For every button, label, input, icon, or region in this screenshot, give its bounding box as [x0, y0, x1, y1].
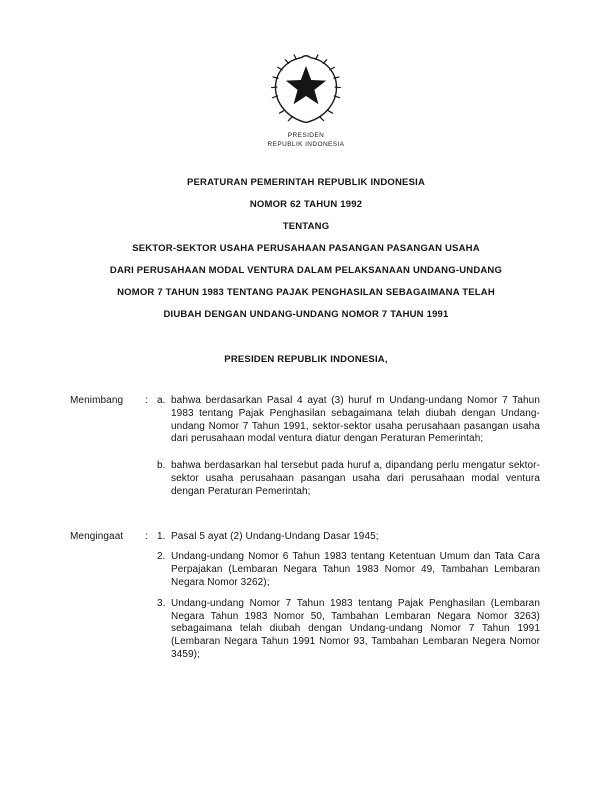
- title-line-subject-1: SEKTOR-SEKTOR USAHA PERUSAHAAN PASANGAN PASANGAN USAHA: [132, 243, 480, 254]
- item-marker: a.: [157, 395, 166, 406]
- item-text: Undang-undang Nomor 6 Tahun 1983 tentang Ketentuan Umum dan Tata Cara Perpajakan (Lembaran Negara Tahun 1983 Nomor 49, Tambahan Lembaran Negara Nomor 3262);: [171, 551, 540, 588]
- letterhead: [0, 0, 612, 149]
- title-line-subject-4: DIUBAH DENGAN UNDANG-UNDANG NOMOR 7 TAHUN 1991: [163, 309, 449, 320]
- clause-item-a: [157, 395, 540, 446]
- title-line-regulation: PERATURAN PEMERINTAH REPUBLIK INDONESIA: [186, 177, 426, 188]
- item-marker: b.: [157, 460, 166, 472]
- item-marker: 2.: [157, 551, 166, 563]
- section-mengingat: [70, 531, 540, 662]
- section-items: [157, 531, 540, 662]
- clause-item-2: [157, 551, 540, 589]
- item-marker: 3.: [157, 597, 166, 609]
- title-line-number: NOMOR 62 TAHUN 1992: [249, 199, 363, 210]
- letterhead-presiden: PRESIDEN: [287, 132, 325, 139]
- item-text: bahwa berdasarkan Pasal 4 ayat (3) huruf m Undang-undang Nomor 7 Tahun 1983 tentang Pajak Penghasilan sebagaimana telah diubah dengan Undang-undang Nomor 7 Tahun 1991, sektor-sektor usaha perusahaan pasangan usaha dari perusahaan modal ventura diatur dengan Peraturan Pemerintah;: [171, 395, 540, 445]
- section-label: Mengingaat: [70, 530, 124, 542]
- item-text: bahwa berdasarkan hal tersebut pada huruf a, dipandang perlu mengatur sektor-sektor usaha perusahaan pasangan usaha dari perusahaan modal ventura dengan Peraturan Pemerintah;: [171, 460, 540, 497]
- title-line-subject-2: DARI PERUSAHAAN MODAL VENTURA DALAM PELAKSANAAN UNDANG-UNDANG: [109, 265, 503, 276]
- presidential-emblem-icon: [266, 50, 346, 126]
- clause-item-3: [157, 598, 540, 662]
- section-label: Menimbang: [70, 395, 124, 406]
- item-marker: 1.: [157, 530, 166, 542]
- item-text: Undang-undang Nomor 7 Tahun 1983 tentang Pajak Penghasilan (Lembaran Negara Tahun 1983 Nomor 50, Tambahan Lembaran Negara Nomor 3263) sebagaimana telah diubah dengan Undang-undang Nomor 7 Tahun 1991 (Lembaran Negara Tahun 1991 Nomor 93, Tambahan Lembaran Negera Nomor 3459);: [171, 597, 540, 660]
- section-colon: :: [145, 530, 148, 542]
- salutation: PRESIDEN REPUBLIK INDONESIA,: [224, 354, 388, 365]
- title-line-subject-3: NOMOR 7 TAHUN 1983 TENTANG PAJAK PENGHASILAN SEBAGAIMANA TELAH: [117, 287, 495, 298]
- letterhead-republik-indonesia: REPUBLIK INDONESIA: [267, 141, 345, 148]
- title-block: [0, 172, 612, 326]
- section-colon: :: [145, 395, 148, 406]
- title-line-tentang: TENTANG: [282, 221, 330, 232]
- clause-item-1: [157, 531, 540, 544]
- section-items: [157, 395, 540, 499]
- letterhead-text: [0, 131, 612, 149]
- clauses: [70, 395, 540, 662]
- clause-item-b: [157, 460, 540, 498]
- item-text: Pasal 5 ayat (2) Undang-Undang Dasar 1945;: [171, 530, 379, 542]
- section-menimbang: [70, 395, 540, 499]
